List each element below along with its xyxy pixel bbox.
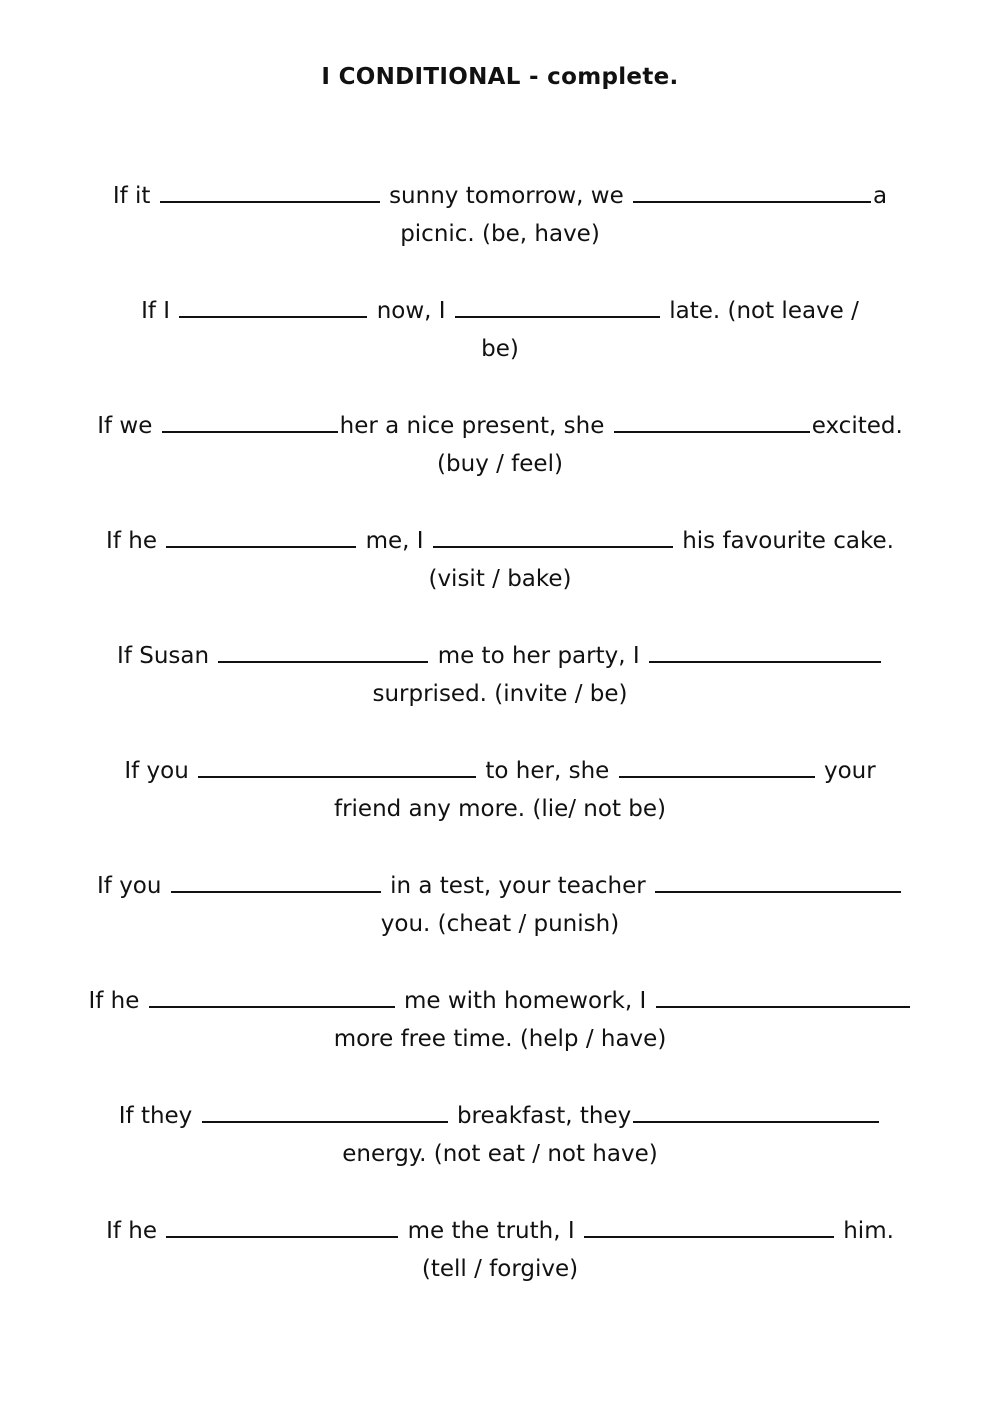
sentence-start: If you bbox=[97, 873, 162, 899]
sentence-middle: me to her party, I bbox=[437, 643, 640, 669]
exercise-item bbox=[40, 637, 960, 713]
answer-blank[interactable] bbox=[160, 181, 380, 203]
sentence-middle: breakfast, they bbox=[456, 1103, 632, 1129]
sentence-start: If it bbox=[112, 183, 151, 209]
answer-blank[interactable] bbox=[633, 1101, 879, 1123]
answer-blank[interactable] bbox=[149, 986, 395, 1008]
answer-blank[interactable] bbox=[218, 641, 428, 663]
sentence-continuation: (tell / forgive) bbox=[421, 1256, 579, 1282]
answer-blank[interactable] bbox=[655, 871, 901, 893]
sentence-middle: her a nice present, she bbox=[339, 413, 605, 439]
answer-blank[interactable] bbox=[162, 411, 338, 433]
exercise-item bbox=[40, 292, 960, 368]
answer-blank[interactable] bbox=[166, 526, 356, 548]
sentence-start: If they bbox=[118, 1103, 193, 1129]
answer-blank[interactable] bbox=[619, 756, 815, 778]
sentence-middle: now, I bbox=[376, 298, 446, 324]
sentence-middle: to her, she bbox=[485, 758, 610, 784]
sentence-start: If we bbox=[97, 413, 153, 439]
sentence-end: a bbox=[873, 183, 888, 209]
answer-blank[interactable] bbox=[166, 1216, 398, 1238]
answer-blank[interactable] bbox=[198, 756, 476, 778]
sentence-middle: in a test, your teacher bbox=[390, 873, 646, 899]
exercise-item bbox=[40, 1212, 960, 1288]
sentence-start: If he bbox=[88, 988, 140, 1014]
answer-blank[interactable] bbox=[171, 871, 381, 893]
answer-blank[interactable] bbox=[614, 411, 810, 433]
answer-blank[interactable] bbox=[433, 526, 673, 548]
answer-blank[interactable] bbox=[202, 1101, 448, 1123]
exercise-item bbox=[40, 522, 960, 598]
sentence-continuation: energy. (not eat / not have) bbox=[342, 1141, 658, 1167]
exercise-item bbox=[40, 752, 960, 828]
sentence-continuation: you. (cheat / punish) bbox=[380, 911, 620, 937]
exercise-item bbox=[40, 982, 960, 1058]
exercise-item bbox=[40, 177, 960, 253]
sentence-continuation: (buy / feel) bbox=[437, 451, 563, 477]
sentence-start: If he bbox=[106, 1218, 157, 1244]
sentence-end: his favourite cake. bbox=[682, 528, 894, 554]
sentence-start: If you bbox=[124, 758, 189, 784]
answer-blank[interactable] bbox=[584, 1216, 834, 1238]
sentence-start: If Susan bbox=[117, 643, 210, 669]
exercise-item bbox=[40, 407, 960, 483]
sentence-continuation: surprised. (invite / be) bbox=[372, 681, 628, 707]
sentence-end: him. bbox=[843, 1218, 894, 1244]
sentence-end: excited. bbox=[811, 413, 903, 439]
sentence-middle: me with homework, I bbox=[403, 988, 647, 1014]
exercise-item bbox=[40, 1097, 960, 1173]
exercise-item bbox=[40, 867, 960, 943]
answer-blank[interactable] bbox=[179, 296, 367, 318]
answer-blank[interactable] bbox=[656, 986, 910, 1008]
sentence-middle: me, I bbox=[365, 528, 424, 554]
answer-blank[interactable] bbox=[455, 296, 660, 318]
sentence-middle: me the truth, I bbox=[407, 1218, 575, 1244]
sentence-start: If I bbox=[141, 298, 171, 324]
sentence-continuation: friend any more. (lie/ not be) bbox=[333, 796, 667, 822]
sentence-middle: sunny tomorrow, we bbox=[389, 183, 624, 209]
sentence-start: If he bbox=[106, 528, 157, 554]
worksheet-title: I CONDITIONAL - complete. bbox=[321, 64, 679, 90]
sentence-end: your bbox=[823, 758, 876, 784]
answer-blank[interactable] bbox=[633, 181, 871, 203]
sentence-continuation: be) bbox=[481, 336, 519, 362]
sentence-end: late. (not leave / bbox=[669, 298, 859, 324]
sentence-continuation: picnic. (be, have) bbox=[400, 221, 600, 247]
sentence-continuation: more free time. (help / have) bbox=[333, 1026, 667, 1052]
sentence-continuation: (visit / bake) bbox=[428, 566, 572, 592]
answer-blank[interactable] bbox=[649, 641, 881, 663]
